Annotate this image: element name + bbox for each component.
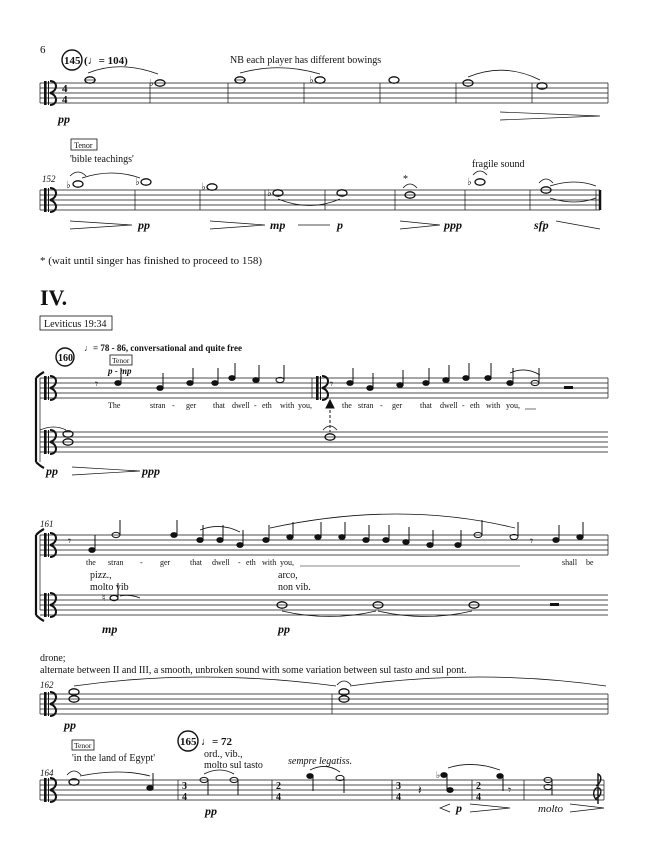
- svg-text:stran: stran: [150, 401, 166, 410]
- tenor-label-a: Tenor: [74, 141, 93, 150]
- svg-text:stran: stran: [358, 401, 374, 410]
- svg-text:♭: ♭: [436, 770, 441, 780]
- svg-text:♭: ♭: [267, 188, 272, 199]
- non-vib-text: non vib.: [278, 582, 311, 593]
- svg-text:-: -: [172, 401, 175, 410]
- svg-text:you,: you,: [298, 401, 312, 410]
- svg-text:♭: ♭: [309, 75, 314, 86]
- measure-number-161: 161: [40, 519, 54, 529]
- svg-text:♭: ♭: [149, 78, 154, 89]
- in-the-land-text: 'in the land of Egypt': [72, 753, 156, 764]
- system-161: [36, 514, 608, 636]
- dyn-sfp-152: sfp: [534, 218, 549, 232]
- svg-text:ger: ger: [186, 401, 197, 410]
- svg-text:ger: ger: [160, 558, 171, 567]
- system-164: [40, 731, 604, 818]
- system-152: [40, 139, 600, 232]
- arco-text: arco,: [278, 570, 298, 581]
- notes-160-voice: [95, 363, 573, 440]
- tempo-165: ♩= 72: [201, 736, 233, 748]
- measure-number-152: 152: [42, 174, 56, 184]
- bible-teachings-text: 'bible teachings': [70, 154, 134, 165]
- svg-text:4: 4: [396, 792, 401, 803]
- dyn-p-164: p: [456, 801, 462, 815]
- section-heading: IV.: [40, 285, 68, 310]
- svg-text:dwell: dwell: [440, 401, 458, 410]
- system-160: [36, 343, 608, 478]
- svg-text:eth: eth: [246, 558, 256, 567]
- notes-164: [67, 764, 604, 812]
- tenor-label-b: Tenor: [112, 356, 130, 365]
- staff-160-cello: [40, 432, 608, 452]
- svg-text:ger: ger: [392, 401, 403, 410]
- svg-text:the: the: [342, 401, 352, 410]
- staff-160-voice: [40, 378, 608, 462]
- drone-text-2: alternate between II and III, a smooth, unbroken sound with some variation between sul tasto and sul pont.: [40, 665, 467, 676]
- svg-text:𝄾: 𝄾: [95, 377, 99, 391]
- staff-161-voice: [40, 535, 608, 610]
- svg-text:-: -: [254, 401, 257, 410]
- lyrics-160: [108, 401, 536, 410]
- dyn-pp-152: pp: [138, 218, 150, 232]
- system-145: [40, 50, 608, 126]
- svg-text:that: that: [420, 401, 432, 410]
- svg-text:with: with: [262, 558, 277, 567]
- svg-text:♭: ♭: [135, 177, 140, 188]
- rehearsal-number-160: 160: [58, 353, 73, 364]
- svg-text:4: 4: [476, 792, 481, 803]
- svg-text:-: -: [380, 401, 383, 410]
- svg-text:-: -: [462, 401, 465, 410]
- page-number: 6: [40, 44, 46, 56]
- svg-text:-: -: [238, 558, 241, 567]
- time-sig-bottom: 4: [62, 94, 68, 106]
- molto-text: molto: [538, 803, 564, 815]
- dyn-ppp-152: ppp: [444, 218, 462, 232]
- svg-text:dwell: dwell: [232, 401, 250, 410]
- pizz-text: pizz.,: [90, 570, 112, 581]
- svg-text:3: 3: [396, 781, 401, 792]
- svg-text:♭: ♭: [201, 182, 206, 193]
- dyn-p-mp-160: p - mp: [108, 366, 132, 376]
- tempo-145: (♩= 104): [84, 55, 128, 67]
- svg-text:♭: ♭: [467, 177, 472, 188]
- svg-text:𝄾: 𝄾: [330, 377, 334, 391]
- staff-164: [40, 780, 604, 800]
- svg-text:the: the: [86, 558, 96, 567]
- svg-text:shall: shall: [562, 558, 578, 567]
- dyn-pp-160: pp: [46, 464, 58, 478]
- drone-text-1: drone;: [40, 653, 66, 664]
- svg-text:♭: ♭: [66, 180, 71, 191]
- fragile-sound-text: fragile sound: [472, 159, 525, 170]
- sempre-legatiss-text: sempre legatiss.: [288, 756, 353, 767]
- svg-text:The: The: [108, 401, 121, 410]
- svg-text:4: 4: [182, 792, 187, 803]
- system-162: [40, 653, 608, 732]
- svg-text:2: 2: [276, 781, 281, 792]
- svg-text:-: -: [140, 558, 143, 567]
- ord-vib-text: ord., vib.,: [204, 749, 243, 760]
- svg-text:dwell: dwell: [212, 558, 230, 567]
- svg-text:3: 3: [182, 781, 187, 792]
- time-sig-top: 4: [62, 83, 68, 95]
- dyn-mp-152: mp: [270, 218, 286, 232]
- svg-text:𝄾: 𝄾: [68, 534, 72, 548]
- svg-text:𝄾: 𝄾: [530, 534, 534, 548]
- svg-text:4: 4: [276, 792, 281, 803]
- measure-number-164: 164: [40, 768, 54, 778]
- rehearsal-number-165: 165: [180, 736, 197, 748]
- staff-145: [40, 83, 608, 103]
- svg-text:you,: you,: [280, 558, 294, 567]
- dyn-pp-145: pp: [58, 112, 70, 126]
- rehearsal-number-145: 145: [64, 55, 81, 67]
- svg-text:2: 2: [476, 781, 481, 792]
- dyn-pp-164: pp: [205, 804, 217, 818]
- notes-161-voice: [68, 514, 583, 552]
- asterisk-marker: *: [403, 174, 408, 185]
- svg-text:𝄽: 𝄽: [418, 783, 422, 797]
- notes-145: [84, 67, 600, 120]
- molto-vib-text: molto vib: [90, 582, 129, 593]
- staff-152: [40, 190, 600, 210]
- measure-number-162: 162: [40, 680, 54, 690]
- svg-text:with: with: [486, 401, 501, 410]
- tenor-label-c: Tenor: [74, 741, 92, 750]
- svg-text:be: be: [586, 558, 594, 567]
- svg-text:♮: ♮: [102, 593, 106, 604]
- svg-text:eth: eth: [262, 401, 272, 410]
- svg-text:you,: you,: [506, 401, 520, 410]
- svg-text:eth: eth: [470, 401, 480, 410]
- svg-text:𝄾: 𝄾: [508, 783, 512, 797]
- svg-text:that: that: [213, 401, 225, 410]
- molto-sul-tasto-text: molto sul tasto: [204, 760, 263, 771]
- treble-clef-icon: [594, 774, 601, 804]
- dyn-pp-162: pp: [64, 718, 76, 732]
- dyn-mp-161: mp: [102, 622, 118, 636]
- svg-text:that: that: [190, 558, 202, 567]
- staff-161-cello: [40, 595, 608, 615]
- staff-162: [40, 694, 608, 714]
- dyn-ppp-160: ppp: [142, 464, 160, 478]
- svg-text:stran: stran: [108, 558, 124, 567]
- lyrics-161: [86, 558, 594, 567]
- dyn-p-152: p: [337, 218, 343, 232]
- tempo-160: ♩= 78 - 86, conversational and quite free: [84, 343, 242, 353]
- svg-text:with: with: [280, 401, 295, 410]
- dyn-pp-161: pp: [278, 622, 290, 636]
- footnote: * (wait until singer has finished to proceed to 158): [40, 255, 263, 267]
- reference-box: Leviticus 19:34: [44, 319, 107, 330]
- nb-bowings-text: NB each player has different bowings: [230, 55, 382, 66]
